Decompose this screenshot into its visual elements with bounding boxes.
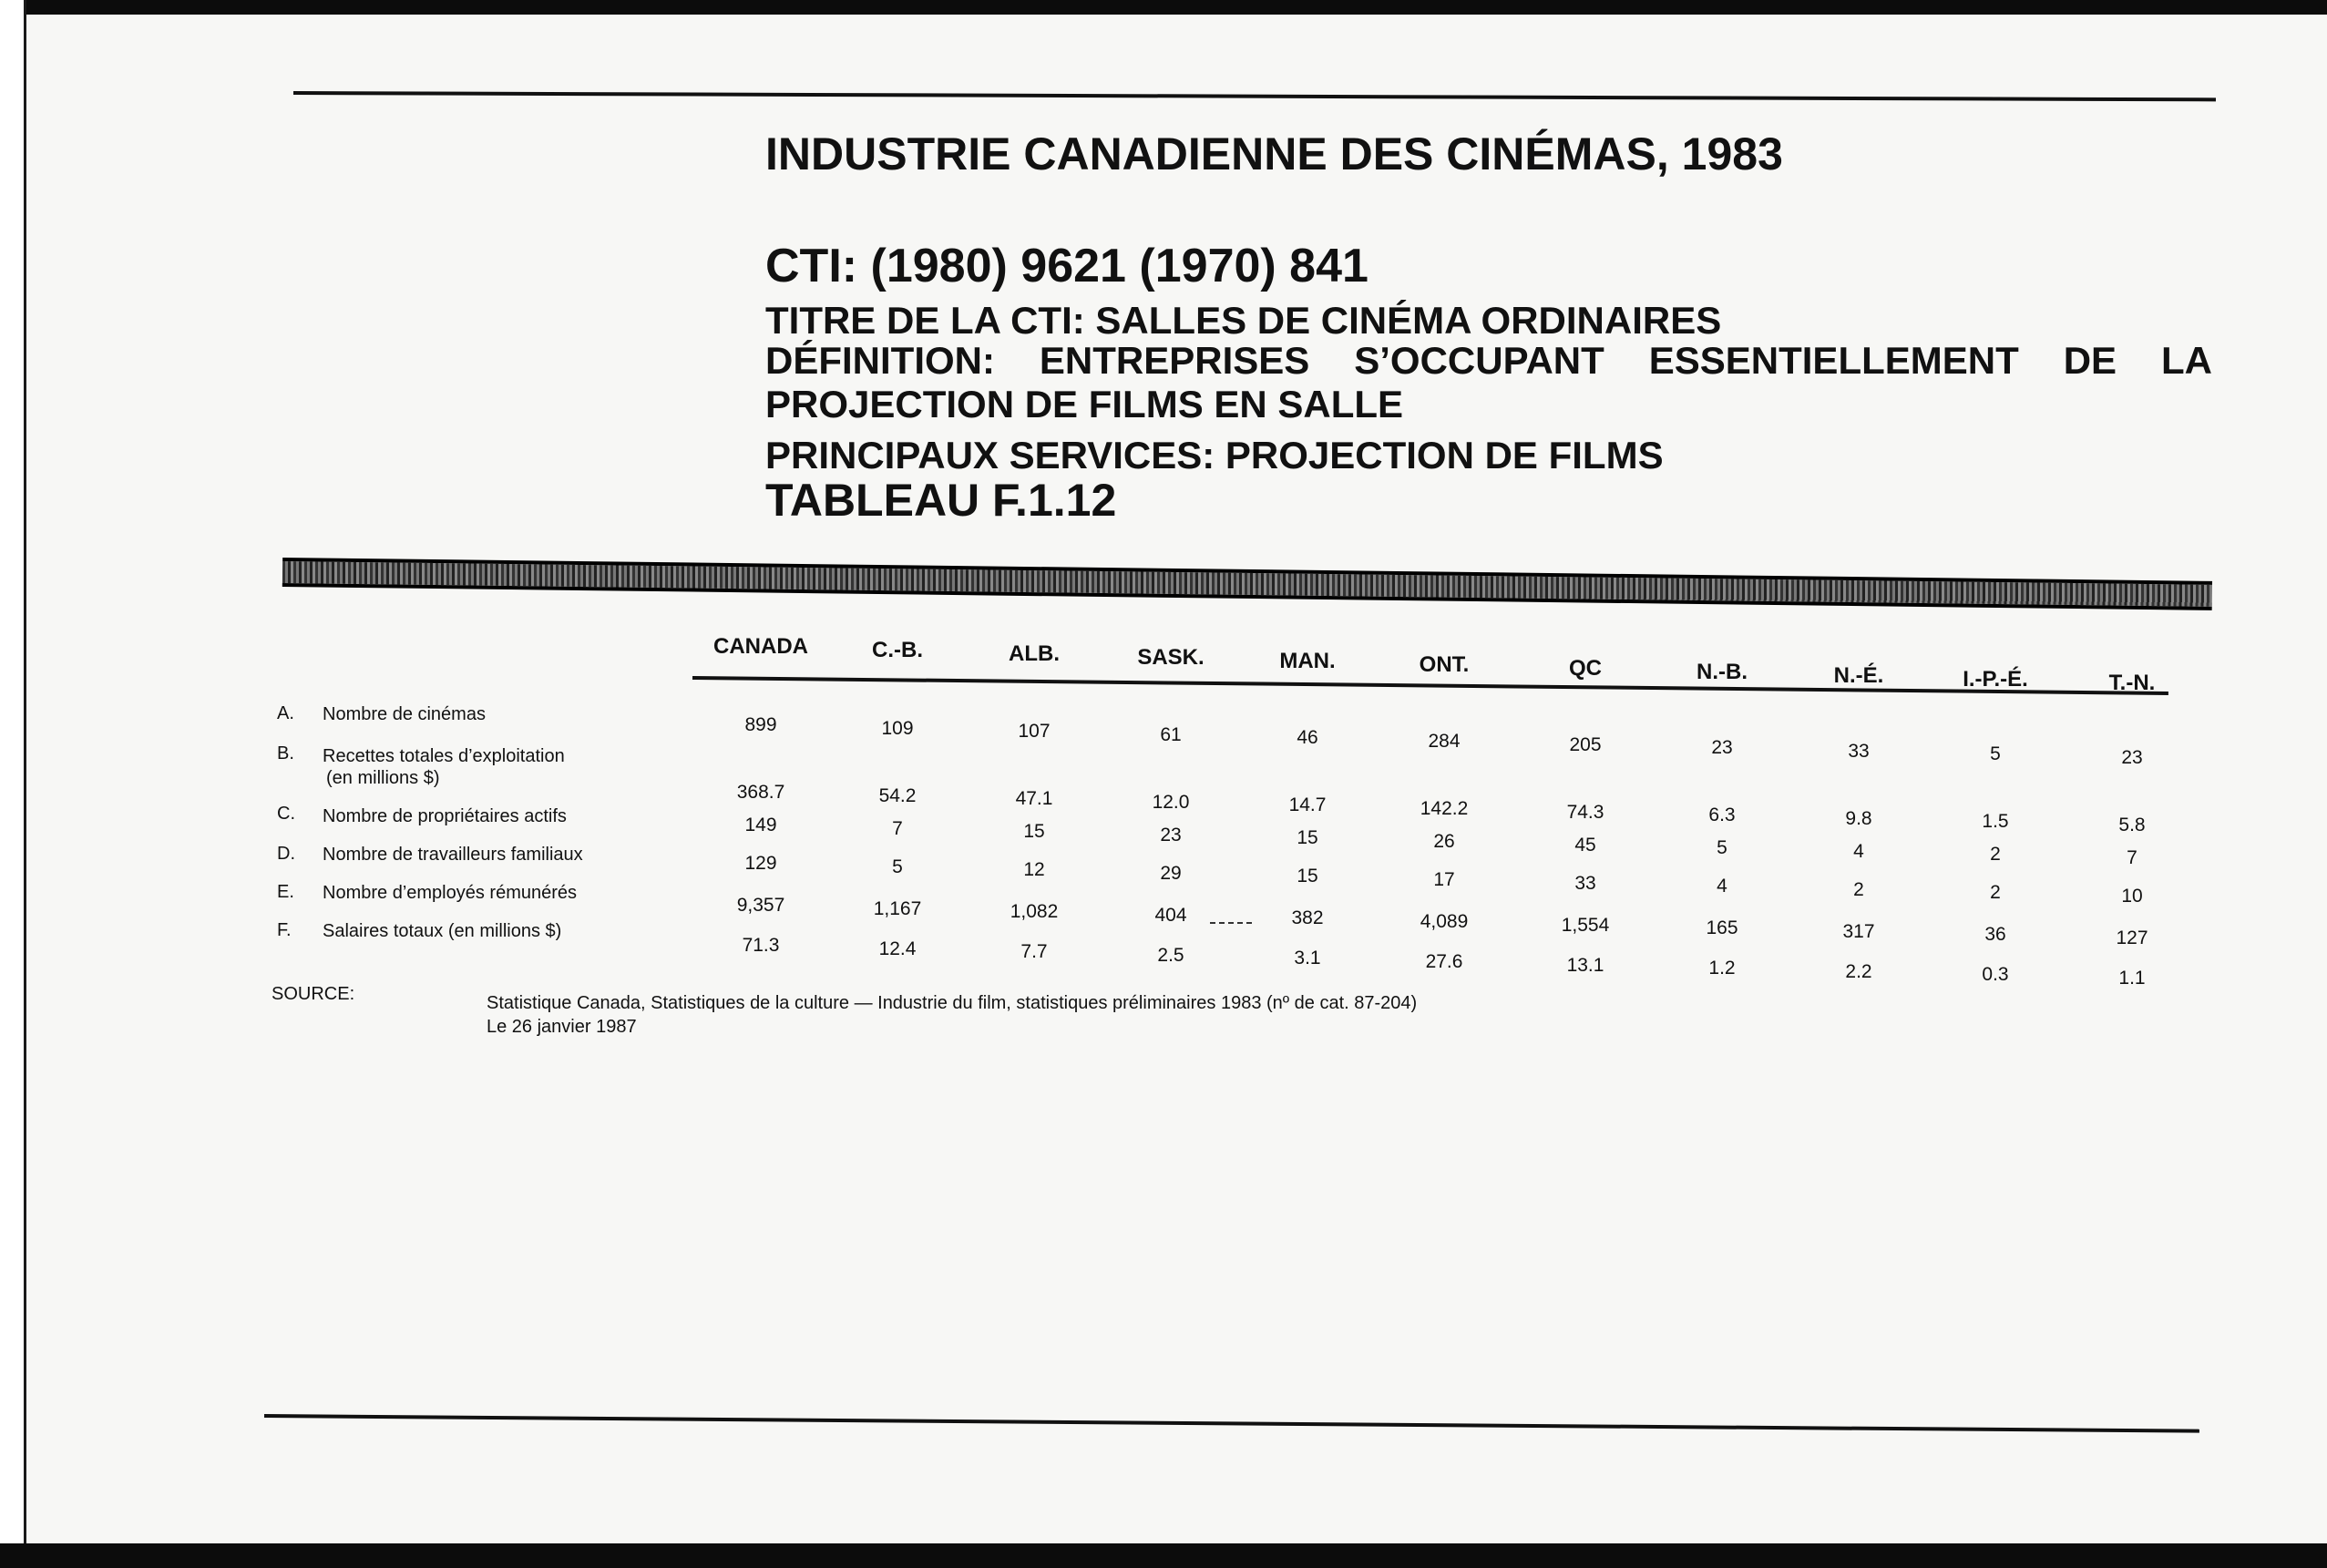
table-cell: 368.7 <box>736 782 785 803</box>
top-rule <box>293 91 2216 101</box>
table-cell: 7 <box>2127 847 2137 868</box>
table-cell: 7.7 <box>1020 941 1048 963</box>
row-label: Recettes totales d’exploitation <box>323 746 565 766</box>
row-label: Salaires totaux (en millions $) <box>323 921 562 941</box>
table-cell: 284 <box>1428 731 1461 752</box>
table-cell: 23 <box>1160 824 1182 845</box>
table-cell: 12.0 <box>1152 791 1190 813</box>
document-title: INDUSTRIE CANADIENNE DES CINÉMAS, 1983 <box>765 128 1783 179</box>
table-cell: 165 <box>1706 917 1738 939</box>
column-header: T.-N. <box>2108 671 2156 695</box>
definition-word: DE <box>2063 339 2117 382</box>
definition-line <box>765 339 2212 383</box>
table-cell: 2.5 <box>1157 944 1184 966</box>
column-header: MAN. <box>1279 649 1336 673</box>
table-cell: 0.3 <box>1982 964 2009 986</box>
row-letter: B. <box>277 743 294 764</box>
table-cell: 9.8 <box>1845 807 1872 829</box>
row-label: Nombre de propriétaires actifs <box>323 806 567 826</box>
table-cell: 1.1 <box>2118 968 2146 989</box>
definition-continuation: PROJECTION DE FILMS EN SALLE <box>765 383 1404 425</box>
table-cell: 46 <box>1297 727 1318 749</box>
table-number: TABLEAU F.1.12 <box>765 475 1117 526</box>
table-cell: 15 <box>1023 821 1045 843</box>
table-cell: 61 <box>1160 723 1182 745</box>
table-cell: 5.8 <box>2118 815 2146 835</box>
table-cell: 142.2 <box>1420 798 1469 819</box>
table-cell: 107 <box>1018 721 1051 743</box>
table-cell: 2 <box>1853 878 1864 900</box>
table-cell: 17 <box>1433 869 1455 890</box>
table-cell: 149 <box>744 815 777 835</box>
row-label-units: (en millions $) <box>326 768 440 788</box>
table-cell: 33 <box>1848 740 1870 762</box>
table-cell: 2.2 <box>1845 960 1872 982</box>
scan-border-bottom <box>0 1543 2327 1568</box>
table-cell: 36 <box>1984 924 2006 946</box>
table-cell: 4 <box>1717 876 1727 897</box>
table-cell: 15 <box>1297 866 1318 887</box>
bottom-rule <box>264 1414 2199 1433</box>
column-header: ONT. <box>1419 652 1470 677</box>
table-cell: 205 <box>1569 733 1602 755</box>
dashed-mark <box>1210 922 1252 924</box>
table-cell: 404 <box>1154 904 1187 926</box>
definition-word: ENTREPRISES <box>1039 339 1310 382</box>
table-cell: 14.7 <box>1288 794 1327 816</box>
definition-word: DÉFINITION: <box>765 339 995 382</box>
definition-word: ESSENTIELLEMENT <box>1648 339 2019 382</box>
column-header: N.-B. <box>1697 660 1748 684</box>
table-cell: 23 <box>1711 737 1733 759</box>
table-cell: 1.2 <box>1708 958 1736 979</box>
scan-border-top <box>0 0 2327 15</box>
row-label: Nombre de cinémas <box>323 704 486 724</box>
table-cell: 317 <box>1842 920 1875 942</box>
table-cell: 27.6 <box>1425 951 1463 972</box>
table-cell: 6.3 <box>1708 804 1736 826</box>
row-letter: E. <box>277 882 294 902</box>
row-letter: F. <box>277 920 292 940</box>
table-cell: 2 <box>1990 844 2001 866</box>
column-header: QC <box>1569 656 1602 681</box>
table-cell: 382 <box>1291 907 1324 929</box>
table-cell: 47.1 <box>1015 788 1053 810</box>
table-cell: 129 <box>744 853 777 874</box>
table-cell: 10 <box>2121 886 2143 907</box>
table-cell: 1,082 <box>1010 901 1059 923</box>
table-cell: 45 <box>1574 834 1596 856</box>
source-citation: Statistique Canada, Statistiques de la culture — Industrie du film, statistiques préliminaires 1983 (nº de cat. 87-204) <box>487 993 1418 1013</box>
cti-title: TITRE DE LA CTI: SALLES DE CINÉMA ORDINAIRES <box>765 299 1722 342</box>
table-cell: 1,554 <box>1561 914 1610 936</box>
cti-code: CTI: (1980) 9621 (1970) 841 <box>765 240 1369 292</box>
column-header: CANADA <box>713 634 808 659</box>
scan-border-left <box>0 0 26 1568</box>
table-cell: 33 <box>1574 872 1596 894</box>
row-label: Nombre de travailleurs familiaux <box>323 845 583 865</box>
row-letter: A. <box>277 703 294 723</box>
table-cell: 899 <box>744 714 777 735</box>
column-header: N.-É. <box>1833 663 1884 688</box>
table-cell: 12.4 <box>878 938 917 959</box>
table-cell: 13.1 <box>1566 954 1604 976</box>
column-header: C.-B. <box>872 638 923 662</box>
source-date: Le 26 janvier 1987 <box>487 1017 637 1037</box>
row-letter: C. <box>277 804 295 824</box>
table-cell: 4,089 <box>1420 911 1469 932</box>
table-top-bar <box>282 558 2212 610</box>
source-label: SOURCE: <box>272 984 355 1004</box>
table-cell: 26 <box>1433 831 1455 852</box>
table-cell: 74.3 <box>1566 801 1604 823</box>
table-cell: 1,167 <box>873 897 922 919</box>
table-cell: 5 <box>892 856 903 877</box>
table-cell: 2 <box>1990 882 2001 904</box>
table-cell: 7 <box>892 817 903 839</box>
table-cell: 15 <box>1297 827 1318 849</box>
row-label: Nombre d’employés rémunérés <box>323 883 578 903</box>
table-cell: 5 <box>1717 837 1727 859</box>
table-cell: 29 <box>1160 862 1182 884</box>
table-cell: 4 <box>1853 840 1864 862</box>
table-cell: 109 <box>881 717 914 739</box>
table-cell: 12 <box>1023 859 1045 881</box>
table-cell: 23 <box>2121 747 2143 768</box>
table-cell: 71.3 <box>742 935 780 956</box>
principal-services: PRINCIPAUX SERVICES: PROJECTION DE FILMS <box>765 434 1664 477</box>
table-cell: 9,357 <box>736 895 785 916</box>
column-header: ALB. <box>1009 641 1060 666</box>
definition-word: LA <box>2160 339 2212 382</box>
column-header: I.-P.-É. <box>1963 667 2028 692</box>
column-header: SASK. <box>1137 645 1205 670</box>
definition-word: S’OCCUPANT <box>1354 339 1604 382</box>
row-letter: D. <box>277 844 295 864</box>
table-cell: 1.5 <box>1982 811 2009 833</box>
table-cell: 54.2 <box>878 784 917 806</box>
table-cell: 3.1 <box>1294 948 1321 969</box>
source-text <box>487 991 1417 1039</box>
table-cell: 127 <box>2116 927 2148 948</box>
table-cell: 5 <box>1990 743 2001 765</box>
